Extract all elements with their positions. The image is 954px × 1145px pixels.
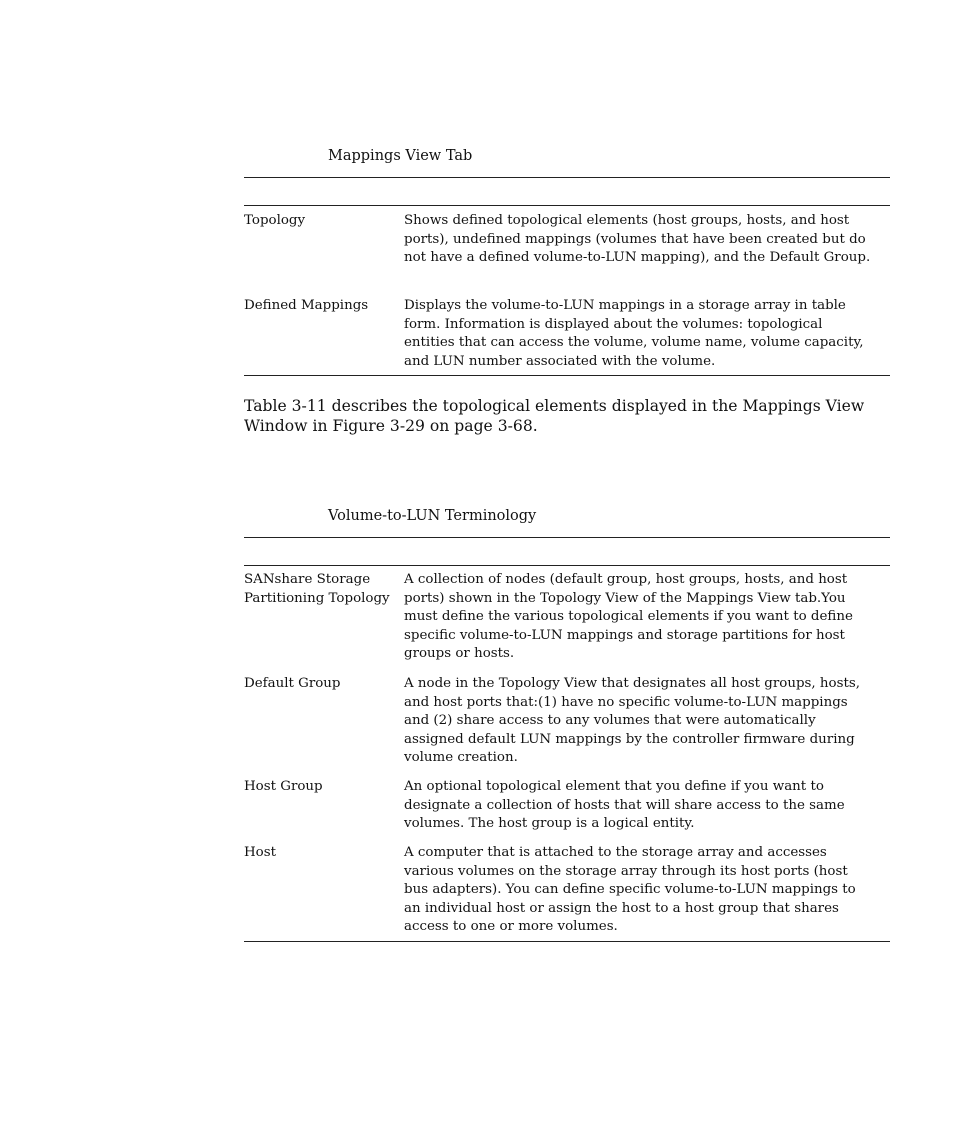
body-paragraph: Table 3-11 describes the topological elements displayed in the Mappings View Window in Figure 3-29 on page 3-68.: [244, 397, 865, 435]
term-cell: Host: [244, 845, 276, 860]
table-top-rule: [244, 537, 890, 538]
table-header-rule: [244, 205, 890, 206]
table-header-rule: [244, 565, 890, 566]
table-caption-volume-to-lun-terminology: Volume-to-LUN Terminology: [328, 508, 537, 524]
volume-to-lun-terminology-table: [244, 571, 890, 936]
table-row: [244, 571, 890, 675]
description-cell: Displays the volume-to-LUN mappings in a storage array in table form. Information is displayed about the volumes: topological entities that can access the volume, volume name, volume capacity, and LUN number associated with the volume.: [404, 298, 864, 369]
description-cell: A collection of nodes (default group, host groups, hosts, and host ports) shown in the Topology View of the Mappings View tab.You must define the various topological elements if you want to define specific volume-to-LUN mappings and storage partitions for host groups or hosts.: [404, 572, 853, 662]
table-bottom-rule: [244, 941, 890, 942]
table-row: [244, 297, 890, 367]
table-row: [244, 675, 890, 778]
table-row: [244, 844, 890, 936]
table-bottom-rule: [244, 375, 890, 376]
description-cell: Shows defined topological elements (host groups, hosts, and host ports), undefined mappings (volumes that have been created but do not have a defined volume-to-LUN mapping), and the Default Group.: [404, 213, 871, 266]
description-cell: An optional topological element that you define if you want to designate a collection of hosts that will share access to the same volumes. The host group is a logical entity.: [404, 779, 845, 832]
description-cell: A computer that is attached to the storage array and accesses various volumes on the storage array through its host ports (host bus adapters). You can define specific volume-to-LUN mappings to an individual host or assign the host to a host group that shares access to one or more volumes.: [404, 845, 856, 935]
mappings-view-table: [244, 212, 890, 367]
term-cell: Defined Mappings: [244, 298, 369, 313]
term-cell: Host Group: [244, 779, 323, 794]
table-row: [244, 778, 890, 844]
table-top-rule: [244, 177, 890, 178]
table-caption-mappings-view-tab: Mappings View Tab: [328, 148, 473, 164]
term-cell: Topology: [244, 213, 306, 228]
term-cell: Default Group: [244, 676, 341, 691]
description-cell: A node in the Topology View that designates all host groups, hosts, and host ports that:(1) have no specific volume-to-LUN mappings and (2) share access to any volumes that were automatically assigned default LUN mappings by the controller firmware during volume creation.: [404, 676, 860, 766]
table-row: [244, 212, 890, 297]
term-cell: SANshare Storage Partitioning Topology: [244, 572, 390, 606]
